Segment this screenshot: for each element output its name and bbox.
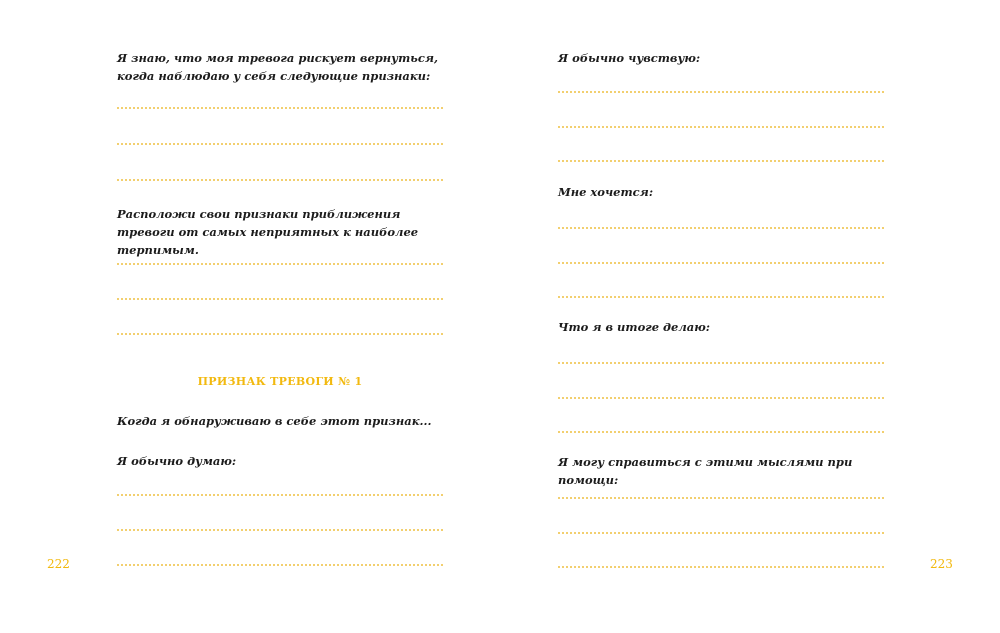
prompt-cope-with: Я могу справиться с этими мыслями при помощи: (558, 455, 853, 487)
answer-line[interactable] (117, 298, 443, 300)
answer-line[interactable] (117, 179, 443, 181)
prompt-i-do: Что я в итоге делаю: (558, 320, 710, 334)
prompt-i-want: Мне хочется: (558, 185, 654, 199)
answer-line[interactable] (117, 333, 443, 335)
answer-line[interactable] (117, 263, 443, 265)
prompt-warning-signs: Я знаю, что моя тревога рискует вернуться, когда наблюдаю у себя следующие признаки: (117, 51, 438, 83)
answer-line[interactable] (558, 397, 884, 399)
prompt-i-think: Я обычно думаю: (117, 454, 237, 468)
page-number: 222 (47, 557, 70, 571)
section-heading: ПРИЗНАК ТРЕВОГИ № 1 (197, 375, 363, 388)
prompt-i-feel: Я обычно чувствую: (558, 51, 701, 65)
answer-line[interactable] (117, 564, 443, 566)
prompt-rank-signs: Расположи свои признаки приближения тревоги от самых неприятных к наиболее терпимым. (117, 207, 419, 257)
answer-line[interactable] (117, 529, 443, 531)
answer-line[interactable] (558, 91, 884, 93)
answer-line[interactable] (558, 362, 884, 364)
answer-line[interactable] (117, 143, 443, 145)
answer-line[interactable] (117, 107, 443, 109)
answer-line[interactable] (558, 262, 884, 264)
answer-line[interactable] (117, 494, 443, 496)
answer-line[interactable] (558, 126, 884, 128)
prompt-when-notice: Когда я обнаруживаю в себе этот признак... (117, 414, 432, 428)
page-number: 223 (930, 557, 953, 571)
answer-line[interactable] (558, 497, 884, 499)
answer-line[interactable] (558, 566, 884, 568)
answer-line[interactable] (558, 227, 884, 229)
right-page (500, 0, 1000, 633)
answer-line[interactable] (558, 431, 884, 433)
answer-line[interactable] (558, 296, 884, 298)
answer-line[interactable] (558, 160, 884, 162)
answer-line[interactable] (558, 532, 884, 534)
